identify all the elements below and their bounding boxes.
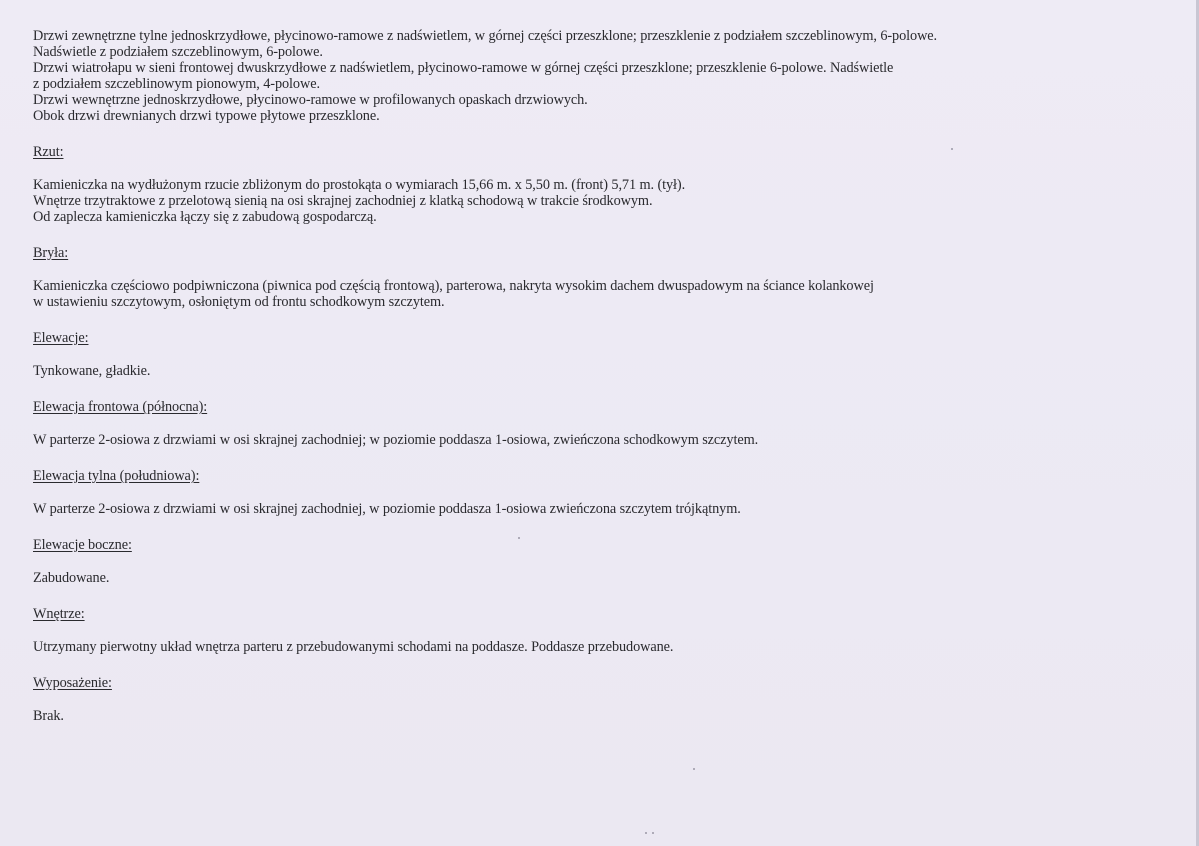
text-line: Od zaplecza kamieniczka łączy się z zabudową gospodarczą.: [33, 209, 377, 225]
section-elewacja-tylna: [33, 468, 1183, 517]
document-text: [33, 28, 1183, 724]
section-heading: Elewacja tylna (południowa):: [33, 468, 200, 484]
text-line: Utrzymany pierwotny układ wnętrza parteru z przebudowanymi schodami na poddasze. Poddasze przebudowane.: [33, 639, 674, 655]
text-line: z podziałem szczeblinowym pionowym, 4-polowe.: [33, 76, 320, 92]
section-bryla: [33, 245, 1183, 310]
section-heading: Wyposażenie:: [33, 675, 112, 691]
text-line: W parterze 2-osiowa z drzwiami w osi skrajnej zachodniej, w poziomie poddasza 1-osiowa zwieńczona szczytem trójkątnym.: [33, 501, 741, 517]
text-line: Kamieniczka na wydłużonym rzucie zbliżonym do prostokąta o wymiarach 15,66 m. x 5,50 m. (front) 5,71 m. (tył).: [33, 177, 686, 193]
text-line: W parterze 2-osiowa z drzwiami w osi skrajnej zachodniej; w poziomie poddasza 1-osiowa, zwieńczona schodkowym szczytem.: [33, 432, 759, 448]
paper-speck: [518, 537, 520, 539]
section-heading: Bryła:: [33, 245, 69, 261]
text-line: Drzwi zewnętrzne tylne jednoskrzydłowe, płycinowo-ramowe z nadświetlem, w górnej części przeszklone; przeszklenie z podziałem szczeblinowym, 6-polowe.: [33, 28, 938, 44]
paper-speck: [693, 768, 695, 770]
text-line: Nadświetle z podziałem szczeblinowym, 6-polowe.: [33, 44, 323, 60]
text-line: Obok drzwi drewnianych drzwi typowe płytowe przeszklone.: [33, 108, 380, 124]
paper-speck: [652, 832, 654, 834]
text-line: Drzwi wiatrołapu w sieni frontowej dwuskrzydłowe z nadświetlem, płycinowo-ramowe w górnej części przeszklone; przeszklenie 6-polowe. Nadświetle: [33, 60, 894, 76]
text-line: Wnętrze trzytraktowe z przelotową sienią na osi skrajnej zachodniej z klatką schodową w trakcie środkowym.: [33, 193, 653, 209]
paper-speck: [645, 832, 647, 834]
text-line: Brak.: [33, 708, 64, 724]
section-wnetrze: [33, 606, 1183, 655]
paper-speck: [951, 148, 953, 150]
section-heading: Elewacje boczne:: [33, 537, 132, 553]
section-wyposazenie: [33, 675, 1183, 724]
intro-paragraph: [33, 28, 1183, 124]
section-heading: Wnętrze:: [33, 606, 85, 622]
text-line: Tynkowane, gładkie.: [33, 363, 151, 379]
text-line: Drzwi wewnętrzne jednoskrzydłowe, płycinowo-ramowe w profilowanych opaskach drzwiowych.: [33, 92, 588, 108]
section-rzut: [33, 144, 1183, 225]
text-line: Kamieniczka częściowo podpiwniczona (piwnica pod częścią frontową), parterowa, nakryta wysokim dachem dwuspadowym na ściance kolankowej: [33, 278, 874, 294]
section-elewacje-boczne: [33, 537, 1183, 586]
section-heading: Elewacja frontowa (północna):: [33, 399, 208, 415]
text-line: Zabudowane.: [33, 570, 110, 586]
section-elewacje: [33, 330, 1183, 379]
section-elewacja-frontowa: [33, 399, 1183, 448]
text-line: w ustawieniu szczytowym, osłoniętym od frontu schodkowym szczytem.: [33, 294, 445, 310]
section-heading: Rzut:: [33, 144, 64, 160]
section-heading: Elewacje:: [33, 330, 89, 346]
